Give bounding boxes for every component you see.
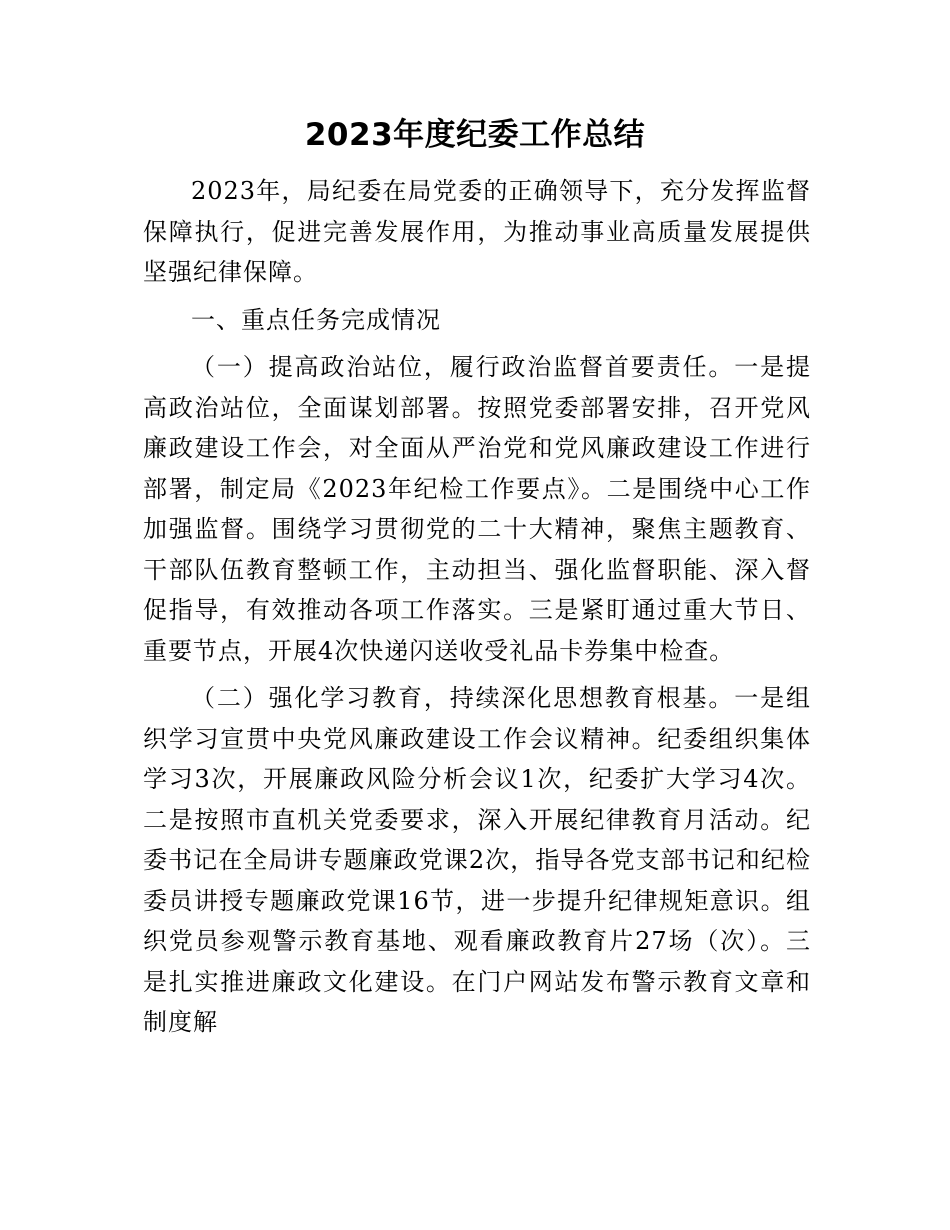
intro-paragraph: 2023年，局纪委在局党委的正确领导下，充分发挥监督保障执行，促进完善发展作用，为推动事业高质量发展提供坚强纪律保障。 <box>143 177 811 286</box>
document-body <box>143 171 811 1043</box>
document-title: 2023年度纪委工作总结 <box>304 117 646 153</box>
paragraph-study-education: （二）强化学习教育，持续深化思想教育根基。一是组织学习宣贯中央党风廉政建设工作会议精神。纪委组织集体学习3次，开展廉政风险分析会议1次，纪委扩大学习4次。二是按照市直机关党委要求，深入开展纪律教育月活动。纪委书记在全局讲专题廉政党课2次，指导各党支部书记和纪检委员讲授专题廉政党课16节，进一步提升纪律规矩意识。组织党员参观警示教育基地、观看廉政教育片27场（次）。三是扎实推进廉政文化建设。在门户网站发布警示教育文章和制度解 <box>143 684 811 1036</box>
paragraph-political-supervision: （一）提高政治站位，履行政治监督首要责任。一是提高政治站位，全面谋划部署。按照党委部署安排，召开党风廉政建设工作会，对全面从严治党和党风廉政建设工作进行部署，制定局《2023年纪检工作要点》。二是围绕中心工作加强监督。围绕学习贯彻党的二十大精神，聚焦主题教育、干部队伍教育整顿工作，主动担当、强化监督职能、深入督促指导，有效推动各项工作落实。三是紧盯通过重大节日、重要节点，开展4次快递闪送收受礼品卡券集中检查。 <box>143 353 811 665</box>
section-heading: 一、重点任务完成情况 <box>191 305 441 334</box>
